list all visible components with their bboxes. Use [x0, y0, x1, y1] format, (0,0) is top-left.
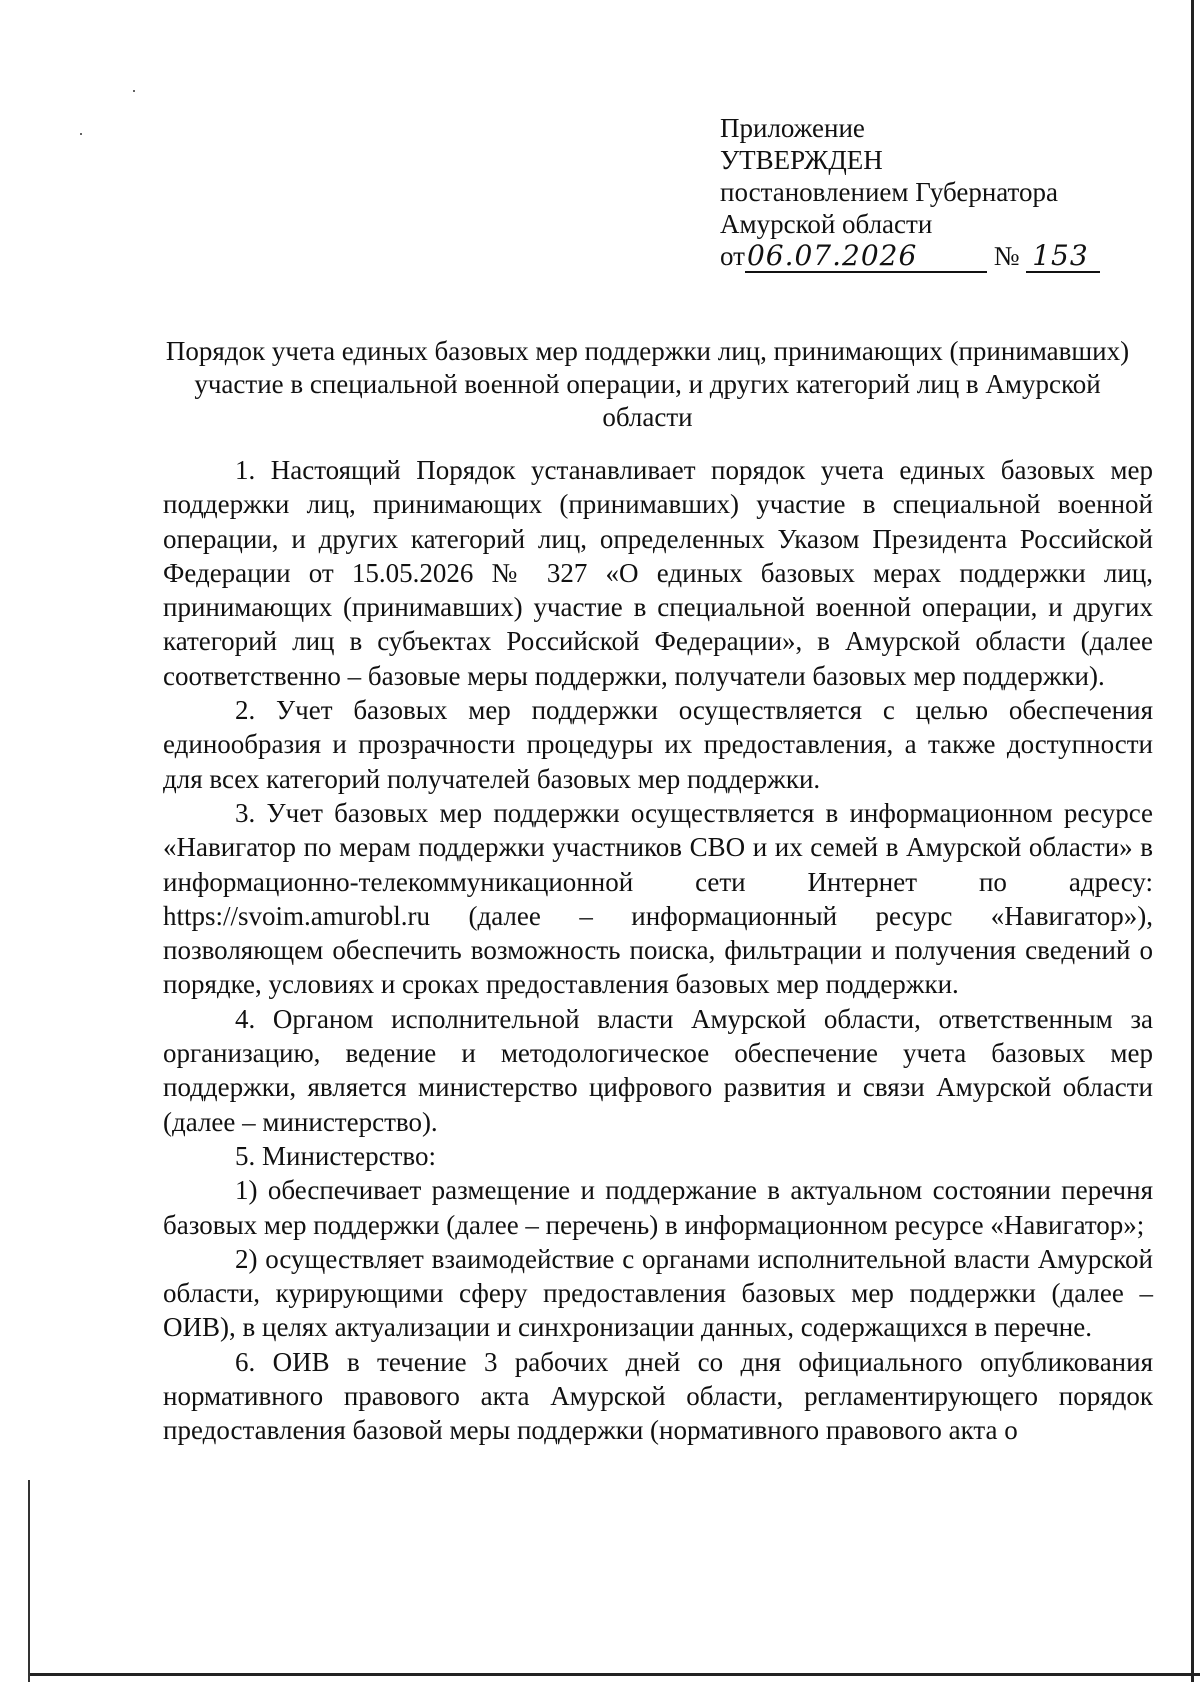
paragraph-5: 5. Министерство:	[235, 1140, 436, 1171]
date-prefix: от	[720, 241, 745, 271]
paragraph-5-2: 2) осуществляет взаимодействие с органами исполнительной власти Амурской области, курирующими сферу предоставления базовых мер поддержки (далее – ОИВ), в целях актуализации и синхронизации данных, содержащихся в перечне.	[163, 1243, 1153, 1343]
handwritten-number: 153	[1032, 239, 1089, 272]
handwritten-date: 06.07.2026	[746, 239, 918, 272]
paragraph-1: 1. Настоящий Порядок устанавливает порядок учета единых базовых мер поддержки лиц, принимающих (принимавших) участие в специальной военной операции, и других категорий лиц, определенных Указом Президента Российской Федерации от 15.05.2026 № 327 «О единых базовых мерах поддержки лиц, принимающих (принимавших) участие в специальной военной операции, и других категорий лиц в субъектах Российской Федерации», в Амурской области (далее соответственно – базовые меры поддержки, получатели базовых мер поддержки).	[163, 455, 1153, 691]
approval-region-label: Амурской области	[720, 209, 933, 239]
approval-decree-label: постановлением Губернатора	[720, 177, 1058, 207]
approval-date-number-line	[720, 240, 1120, 273]
number-field	[1026, 241, 1100, 273]
approval-stamp-block	[720, 112, 1120, 273]
approval-approved-label: УТВЕРЖДЕН	[720, 145, 883, 175]
paragraph-4: 4. Органом исполнительной власти Амурской области, ответственным за организацию, ведение и методологическое обеспечение учета базовых мер поддержки, является министерство цифрового развития и связи Амурской области (далее – министерство).	[163, 1003, 1153, 1137]
scan-edge-left	[28, 1480, 30, 1682]
scan-speck	[133, 90, 135, 92]
scan-speck	[80, 133, 82, 135]
document-body	[163, 453, 1153, 1448]
paragraph-5-1: 1) обеспечивает размещение и поддержание в актуальном состоянии перечня базовых мер поддержки (далее – перечень) в информационном ресурсе «Навигатор»;	[163, 1175, 1153, 1240]
approval-appendix-label: Приложение	[720, 113, 865, 143]
paragraph-6: 6. ОИВ в течение 3 рабочих дней со дня официального опубликования нормативного правового акта Амурской области, регламентирующего порядок предоставления базовой меры поддержки (нормативного правового акта о	[163, 1346, 1153, 1446]
scan-edge-bottom	[28, 1673, 1200, 1676]
paragraph-3: 3. Учет базовых мер поддержки осуществляется в информационном ресурсе «Навигатор по мерам поддержки участников СВО и их семей в Амурской области» в информационно-телекоммуникационной сети Интернет по адресу: https://svoim.amurobl.ru (далее – информационный ресурс «Навигатор»), позволяющем обеспечить возможность поиска, фильтрации и получения сведений о порядке, условиях и сроках предоставления базовых мер поддержки.	[163, 797, 1153, 1000]
date-field	[745, 241, 987, 273]
document-title: Порядок учета единых базовых мер поддержки лиц, принимающих (принимавших) участие в специальной военной операции, и других категорий лиц в Амурской области	[165, 336, 1130, 432]
number-prefix: №	[993, 241, 1020, 271]
scan-edge-right	[1191, 0, 1194, 1682]
paragraph-2: 2. Учет базовых мер поддержки осуществляется с целью обеспечения единообразия и прозрачности процедуры их предоставления, а также доступности для всех категорий получателей базовых мер поддержки.	[163, 695, 1153, 794]
